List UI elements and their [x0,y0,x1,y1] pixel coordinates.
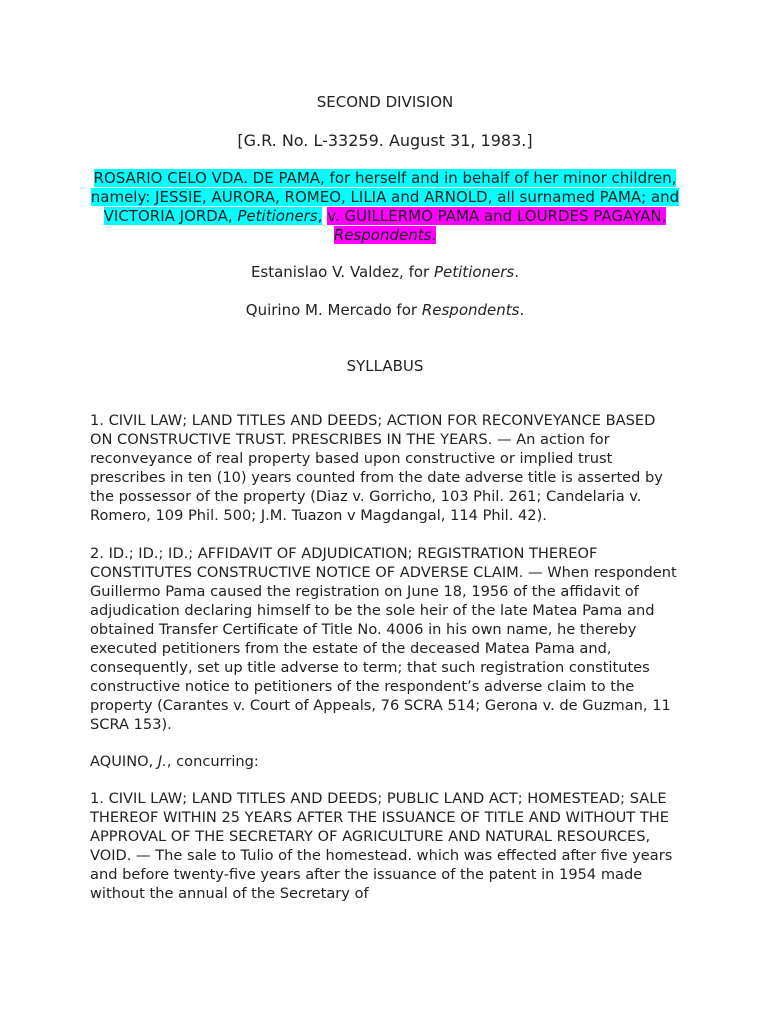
petitioners-label: Petitioners, [237,207,323,225]
counsel-respondents: Quirino M. Mercado for Respondents. [245,301,525,319]
respondents-names: v. GUILLERMO PAMA and LOURDES PAGAYAN, Respondents. [327,207,667,244]
petitioners-names: ROSARIO CELO VDA. DE PAMA, for herself and in behalf of her minor children, namely: JESSIE, AURORA, ROMEO, LILIA and ARNOLD, all surnamed PAMA; and VICTORIA JORDA, [90,169,680,225]
syllabus-paragraph-1: 1. CIVIL LAW; LAND TITLES AND DEEDS; ACTION FOR RECONVEYANCE BASED ON CONSTRUCTIVE TRUST. PRESCRIBES IN THE YEARS. — An action for reconveyance of real property based upon constructive or implied trust prescribes in ten (10) years counted from the date adverse title is asserted by the possessor of the property (Diaz v. Gorricho, 103 Phil. 261; Candelaria v. Romero, 109 Phil. 500; J.M. Tuazon v Magdangal, 114 Phil. 42). [90,412,663,524]
syllabus-paragraph-2: 2. ID.; ID.; ID.; AFFIDAVIT OF ADJUDICATION; REGISTRATION THEREOF CONSTITUTES CONSTRUCTIVE NOTICE OF ADVERSE CLAIM. — When respondent Guillermo Pama caused the registration on June 18, 1956 of the affidavit of adjudication declaring himself to be the sole heir of the late Matea Pama and obtained Transfer Certificate of Title No. 4006 in his own name, he thereby executed petitioners from the estate of the deceased Matea Pama and, consequently, set up title adverse to term; that such registration constitutes constructive notice to petitioners of the respondent’s adverse claim to the property (Carantes v. Court of Appeals, 76 SCRA 514; Gerona v. de Guzman, 11 SCRA 153). [90,545,677,733]
case-number: [G.R. No. L-33259. August 31, 1983.] [237,131,533,150]
counsel-petitioners: Estanislao V. Valdez, for Petitioners. [250,263,520,281]
concurring-paragraph-1: 1. CIVIL LAW; LAND TITLES AND DEEDS; PUBLIC LAND ACT; HOMESTEAD; SALE THEREOF WITHIN 25 YEARS AFTER THE ISSUANCE OF TITLE AND WITHOUT THE APPROVAL OF THE SECRETARY OF AGRICULTURE AND NATURAL RESOURCES, VOID. — The sale to Tulio of the homestead. which was effected after five years and before twenty-five years after the issuance of the patent in 1954 made without the annual of the Secretary of [90,790,673,902]
case-parties [90,169,680,245]
concurring-opinion-heading: AQUINO, J., concurring: [90,753,259,770]
division-heading: SECOND DIVISION [316,93,454,111]
respondents-label: Respondents [333,226,432,244]
syllabus-heading: SYLLABUS [346,357,424,375]
